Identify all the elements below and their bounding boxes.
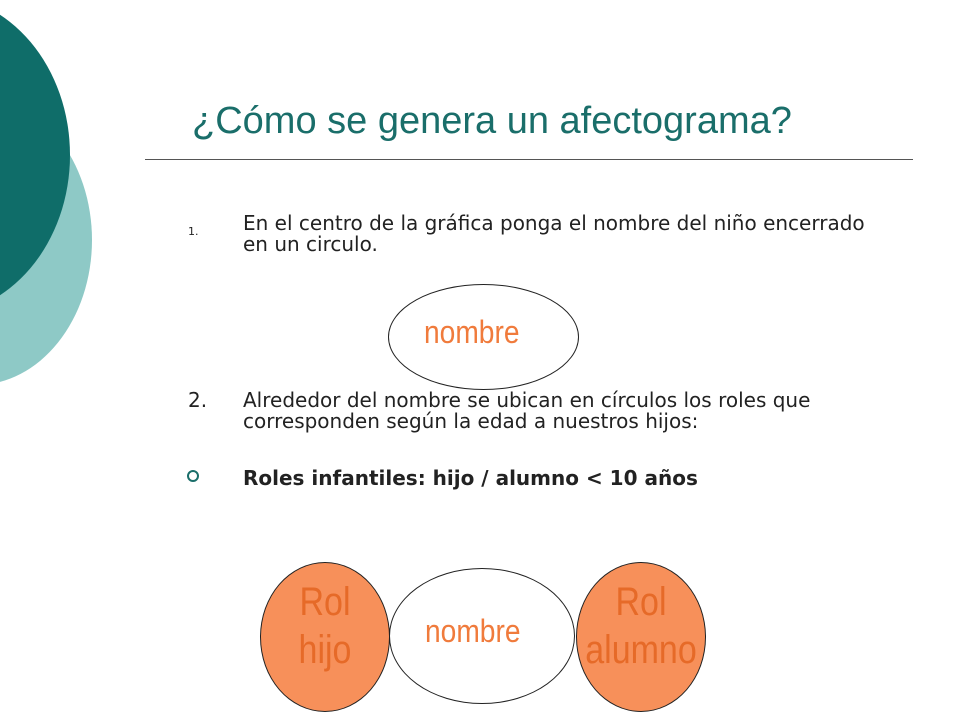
bullet-text: Roles infantiles: hijo / alumno < 10 años bbox=[243, 466, 698, 490]
role-alumno-label bbox=[577, 578, 705, 674]
slide-title: ¿Cómo se genera un afectograma? bbox=[192, 100, 792, 142]
step-2-number: 2. bbox=[188, 388, 208, 412]
role-hijo-label bbox=[270, 578, 381, 674]
bullet-ring-icon bbox=[186, 469, 200, 483]
name-circle-center-label: nombre bbox=[425, 613, 521, 649]
step-1-number: 1. bbox=[188, 225, 199, 238]
role-alumno-line2: alumno bbox=[585, 628, 697, 672]
name-circle-label: nombre bbox=[424, 314, 520, 350]
title-divider bbox=[145, 159, 913, 160]
role-hijo-line1: Rol bbox=[299, 580, 351, 624]
role-hijo-line2: hijo bbox=[298, 628, 352, 672]
step-2-text: Alrededor del nombre se ubican en círculos los roles que corresponden según la edad a nuestros hijos: bbox=[243, 388, 811, 433]
role-alumno-line1: Rol bbox=[615, 580, 667, 624]
step-1-text: En el centro de la gráfica ponga el nombre del niño encerrado en un circulo. bbox=[243, 211, 865, 256]
